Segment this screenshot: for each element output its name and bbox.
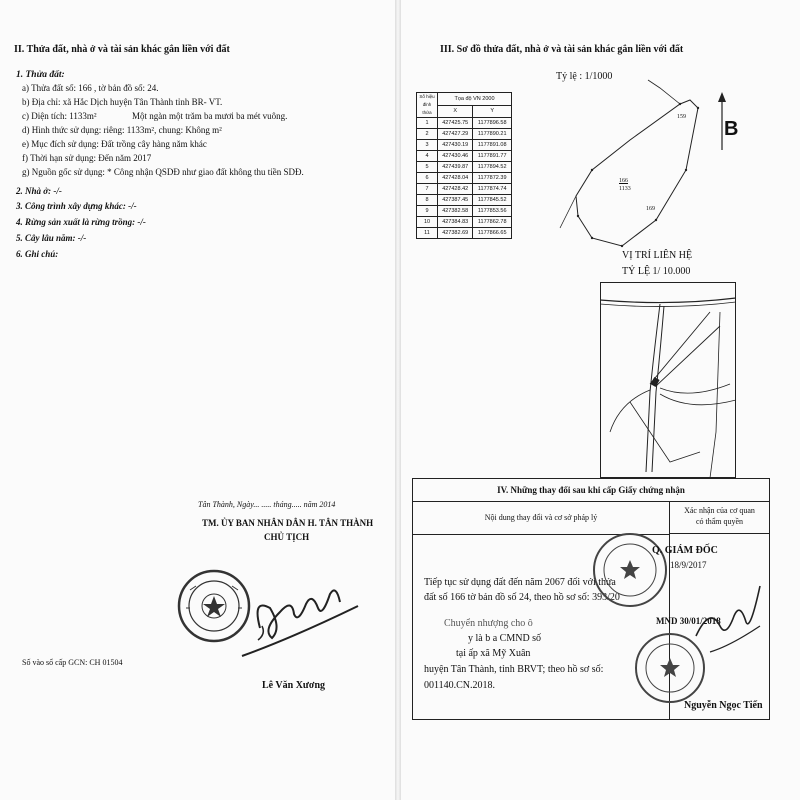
forest-line: 4. Rừng sản xuất là rừng trồng: -/- (16, 217, 146, 227)
table-row (417, 151, 512, 162)
table-header-y: Y (473, 105, 512, 118)
table-row (417, 162, 512, 173)
changes-col-authority (670, 501, 769, 534)
vertex-cell: 4 (417, 151, 438, 162)
change-line-1: Tiếp tục sử dụng đất đến năm 2067 đối với thửa (424, 577, 616, 588)
x-cell: 427427.29 (438, 129, 473, 140)
table-row (417, 206, 512, 217)
signer-name-2: Nguyễn Ngọc Tiến (684, 700, 763, 711)
y-cell: 1177845.52 (473, 195, 512, 206)
address-line: b) Địa chỉ: xã Hắc Dịch huyện Tân Thành tỉnh BR- VT. (22, 97, 223, 107)
chairman-title: CHỦ TỊCH (264, 532, 310, 542)
table-row (417, 228, 512, 239)
y-cell: 1177862.78 (473, 217, 512, 228)
location-map (600, 282, 736, 478)
x-cell: 427384.83 (438, 217, 473, 228)
change-line-6: huyện Tân Thành, tỉnh BRVT; theo hồ sơ số: (424, 664, 604, 675)
table-row (417, 217, 512, 228)
vertex-cell: 1 (417, 118, 438, 129)
usage-term-line: f) Thời hạn sử dụng: Đến năm 2017 (22, 153, 152, 163)
vertex-cell: 11 (417, 228, 438, 239)
changes-col-content: Nội dung thay đổi và cơ sở pháp lý (413, 501, 670, 535)
x-cell: 427430.46 (438, 151, 473, 162)
land-parcel-heading: 1. Thửa đất: (16, 70, 65, 80)
section-title-land: II. Thửa đất, nhà ở và tài sản khác gắn liền với đất (14, 44, 230, 55)
x-cell: 427387.45 (438, 195, 473, 206)
parcel-area-label: 1133 (619, 186, 631, 192)
perennial-line: 5. Cây lâu năm: -/- (16, 233, 87, 243)
change-line-7: 001140.CN.2018. (424, 680, 496, 691)
y-cell: 1177896.58 (473, 118, 512, 129)
deputy-title: Q. GIÁM ĐỐC (652, 545, 718, 556)
usage-origin-line: g) Nguồn gốc sử dụng: * Công nhận QSDĐ như giao đất không thu tiền SDĐ. (22, 167, 304, 177)
y-cell: 1177872.39 (473, 173, 512, 184)
table-row (417, 118, 512, 129)
x-cell: 427439.87 (438, 162, 473, 173)
vertex-cell: 8 (417, 195, 438, 206)
y-cell: 1177890.21 (473, 129, 512, 140)
issue-date: Tân Thành, Ngày... ..... tháng..... năm 2014 (198, 500, 336, 509)
y-cell: 1177894.52 (473, 162, 512, 173)
adjacent-parcel-169: 169 (646, 206, 655, 212)
change-line-5: tại ấp xã Mỹ Xuân (456, 648, 531, 659)
location-scale: TỶ LỆ 1/ 10.000 (622, 266, 691, 277)
signature-icon (232, 568, 362, 668)
table-row (417, 140, 512, 151)
signature-icon-2 (690, 566, 770, 666)
parcel-label: 166 (619, 178, 628, 184)
coordinate-table (416, 92, 512, 239)
y-cell: 1177866.65 (473, 228, 512, 239)
diagram-scale: Tỷ lệ : 1/1000 (556, 71, 613, 82)
table-header-x: X (438, 105, 473, 118)
x-cell: 427425.75 (438, 118, 473, 129)
changes-col-authority-line2: có thẩm quyền (695, 517, 744, 526)
area-in-words: Một ngàn một trăm ba mươi ba mét vuông. (132, 111, 288, 121)
vertex-cell: 3 (417, 140, 438, 151)
area-line: c) Diện tích: 1133m² (22, 111, 97, 121)
parcel-map (530, 78, 730, 258)
vertex-cell: 9 (417, 206, 438, 217)
location-title: VỊ TRÍ LIÊN HỆ (622, 250, 693, 261)
construction-line: 3. Công trình xây dựng khác: -/- (16, 201, 137, 211)
x-cell: 427382.58 (438, 206, 473, 217)
section-title-diagram: III. Sơ đồ thửa đất, nhà ở và tài sản khác gắn liền với đất (440, 44, 684, 55)
table-row (417, 173, 512, 184)
table-row (417, 195, 512, 206)
y-cell: 1177853.56 (473, 206, 512, 217)
parcel-number-line: a) Thửa đất số: 166 , tờ bản đồ số: 24. (22, 83, 159, 93)
official-stamp-icon (590, 530, 670, 610)
table-header-coords: Tọa độ VN 2000 (438, 93, 512, 106)
usage-purpose-line: e) Mục đích sử dụng: Đất trồng cây hàng năm khác (22, 139, 207, 149)
north-label: B (724, 118, 739, 140)
table-row (417, 184, 512, 195)
signer-name: Lê Văn Xương (262, 680, 326, 691)
notes-line: 6. Ghi chú: (16, 249, 59, 259)
house-line: 2. Nhà ở: -/- (16, 186, 62, 196)
change-line-3: Chuyển nhượng cho ô (444, 618, 533, 629)
usage-form-line: d) Hình thức sử dụng: riêng: 1133m², chung: Không m² (22, 125, 222, 135)
changes-col-authority-line1: Xác nhận của cơ quan (684, 506, 755, 515)
vertex-cell: 5 (417, 162, 438, 173)
change-line-4: y là b a CMND số (468, 633, 542, 644)
changes-title: IV. Những thay đổi sau khi cấp Giấy chứng nhận (413, 479, 769, 502)
approval-date-2: MND 30/01/2018 (656, 616, 721, 626)
table-header-vertex: Số hiệu đỉnh thửa (417, 93, 438, 118)
issuing-authority: TM. ỦY BAN NHÂN DÂN H. TÂN THÀNH (202, 518, 374, 528)
vertex-cell: 6 (417, 173, 438, 184)
y-cell: 1177874.74 (473, 184, 512, 195)
change-line-2: đất số 166 tờ bản đồ số 24, theo hồ sơ số: 393/20 (424, 592, 620, 603)
x-cell: 427430.19 (438, 140, 473, 151)
table-row (417, 129, 512, 140)
certificate-number: Số vào sổ cấp GCN: CH 01504 (22, 658, 123, 667)
x-cell: 427382.69 (438, 228, 473, 239)
x-cell: 427428.42 (438, 184, 473, 195)
vertex-cell: 10 (417, 217, 438, 228)
vertex-cell: 2 (417, 129, 438, 140)
y-cell: 1177891.77 (473, 151, 512, 162)
page-fold (395, 0, 401, 800)
x-cell: 427428.04 (438, 173, 473, 184)
approval-date-1: 18/9/2017 (670, 560, 707, 570)
adjacent-parcel-159: 159 (677, 114, 686, 120)
vertex-cell: 7 (417, 184, 438, 195)
y-cell: 1177891.08 (473, 140, 512, 151)
